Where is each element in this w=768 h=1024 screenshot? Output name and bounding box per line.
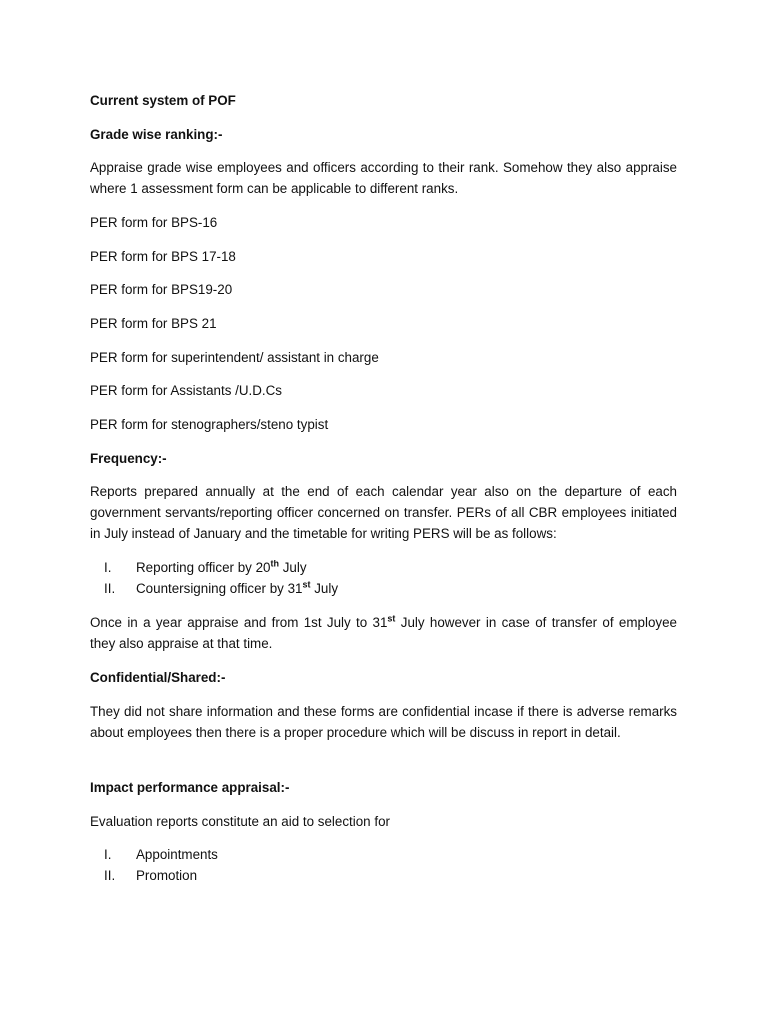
impact-heading: Impact performance appraisal:- [90,780,290,795]
list-text: Appointments [136,847,218,862]
grade-ranking-paragraph: Appraise grade wise employees and officers according to their rank. Somehow they also appraise where 1 assessment form can be applicable to different ranks. [90,160,677,196]
confidential-heading: Confidential/Shared:- [90,670,226,685]
impact-paragraph: Evaluation reports constitute an aid to selection for [90,814,390,829]
per-form-item: PER form for BPS-16 [90,215,218,230]
per-form-item: PER form for BPS 21 [90,316,217,331]
list-number: II. [104,581,116,596]
list-text: Reporting officer by 20th July [136,558,307,575]
per-form-item: PER form for BPS 17-18 [90,249,236,264]
list-text: Promotion [136,868,198,883]
frequency-heading: Frequency:- [90,451,167,466]
list-number: I. [104,847,112,862]
confidential-paragraph: They did not share information and these forms are confidential incase if there is adverse remarks about employees then there is a proper procedure which will be discuss in report in detail. [90,704,677,740]
list-text: Countersigning officer by 31st July [136,579,339,596]
per-form-item: PER form for stenographers/steno typist [90,417,329,432]
once-year-paragraph: Once in a year appraise and from 1st July to 31st July however in case of transfer of employee they also appraise at that time. [90,613,677,651]
list-number: II. [104,868,116,883]
per-form-item: PER form for Assistants /U.D.Cs [90,383,282,398]
per-form-item: PER form for BPS19-20 [90,282,233,297]
grade-ranking-heading: Grade wise ranking:- [90,127,223,142]
document-title: Current system of POF [90,93,236,108]
per-form-item: PER form for superintendent/ assistant in charge [90,350,379,365]
list-number: I. [104,560,112,575]
frequency-paragraph: Reports prepared annually at the end of each calendar year also on the departure of each government servants/reporting officer concerned on transfer. PERs of all CBR employees initiated in July instead of January and the timetable for writing PERS will be as follows: [90,484,677,541]
